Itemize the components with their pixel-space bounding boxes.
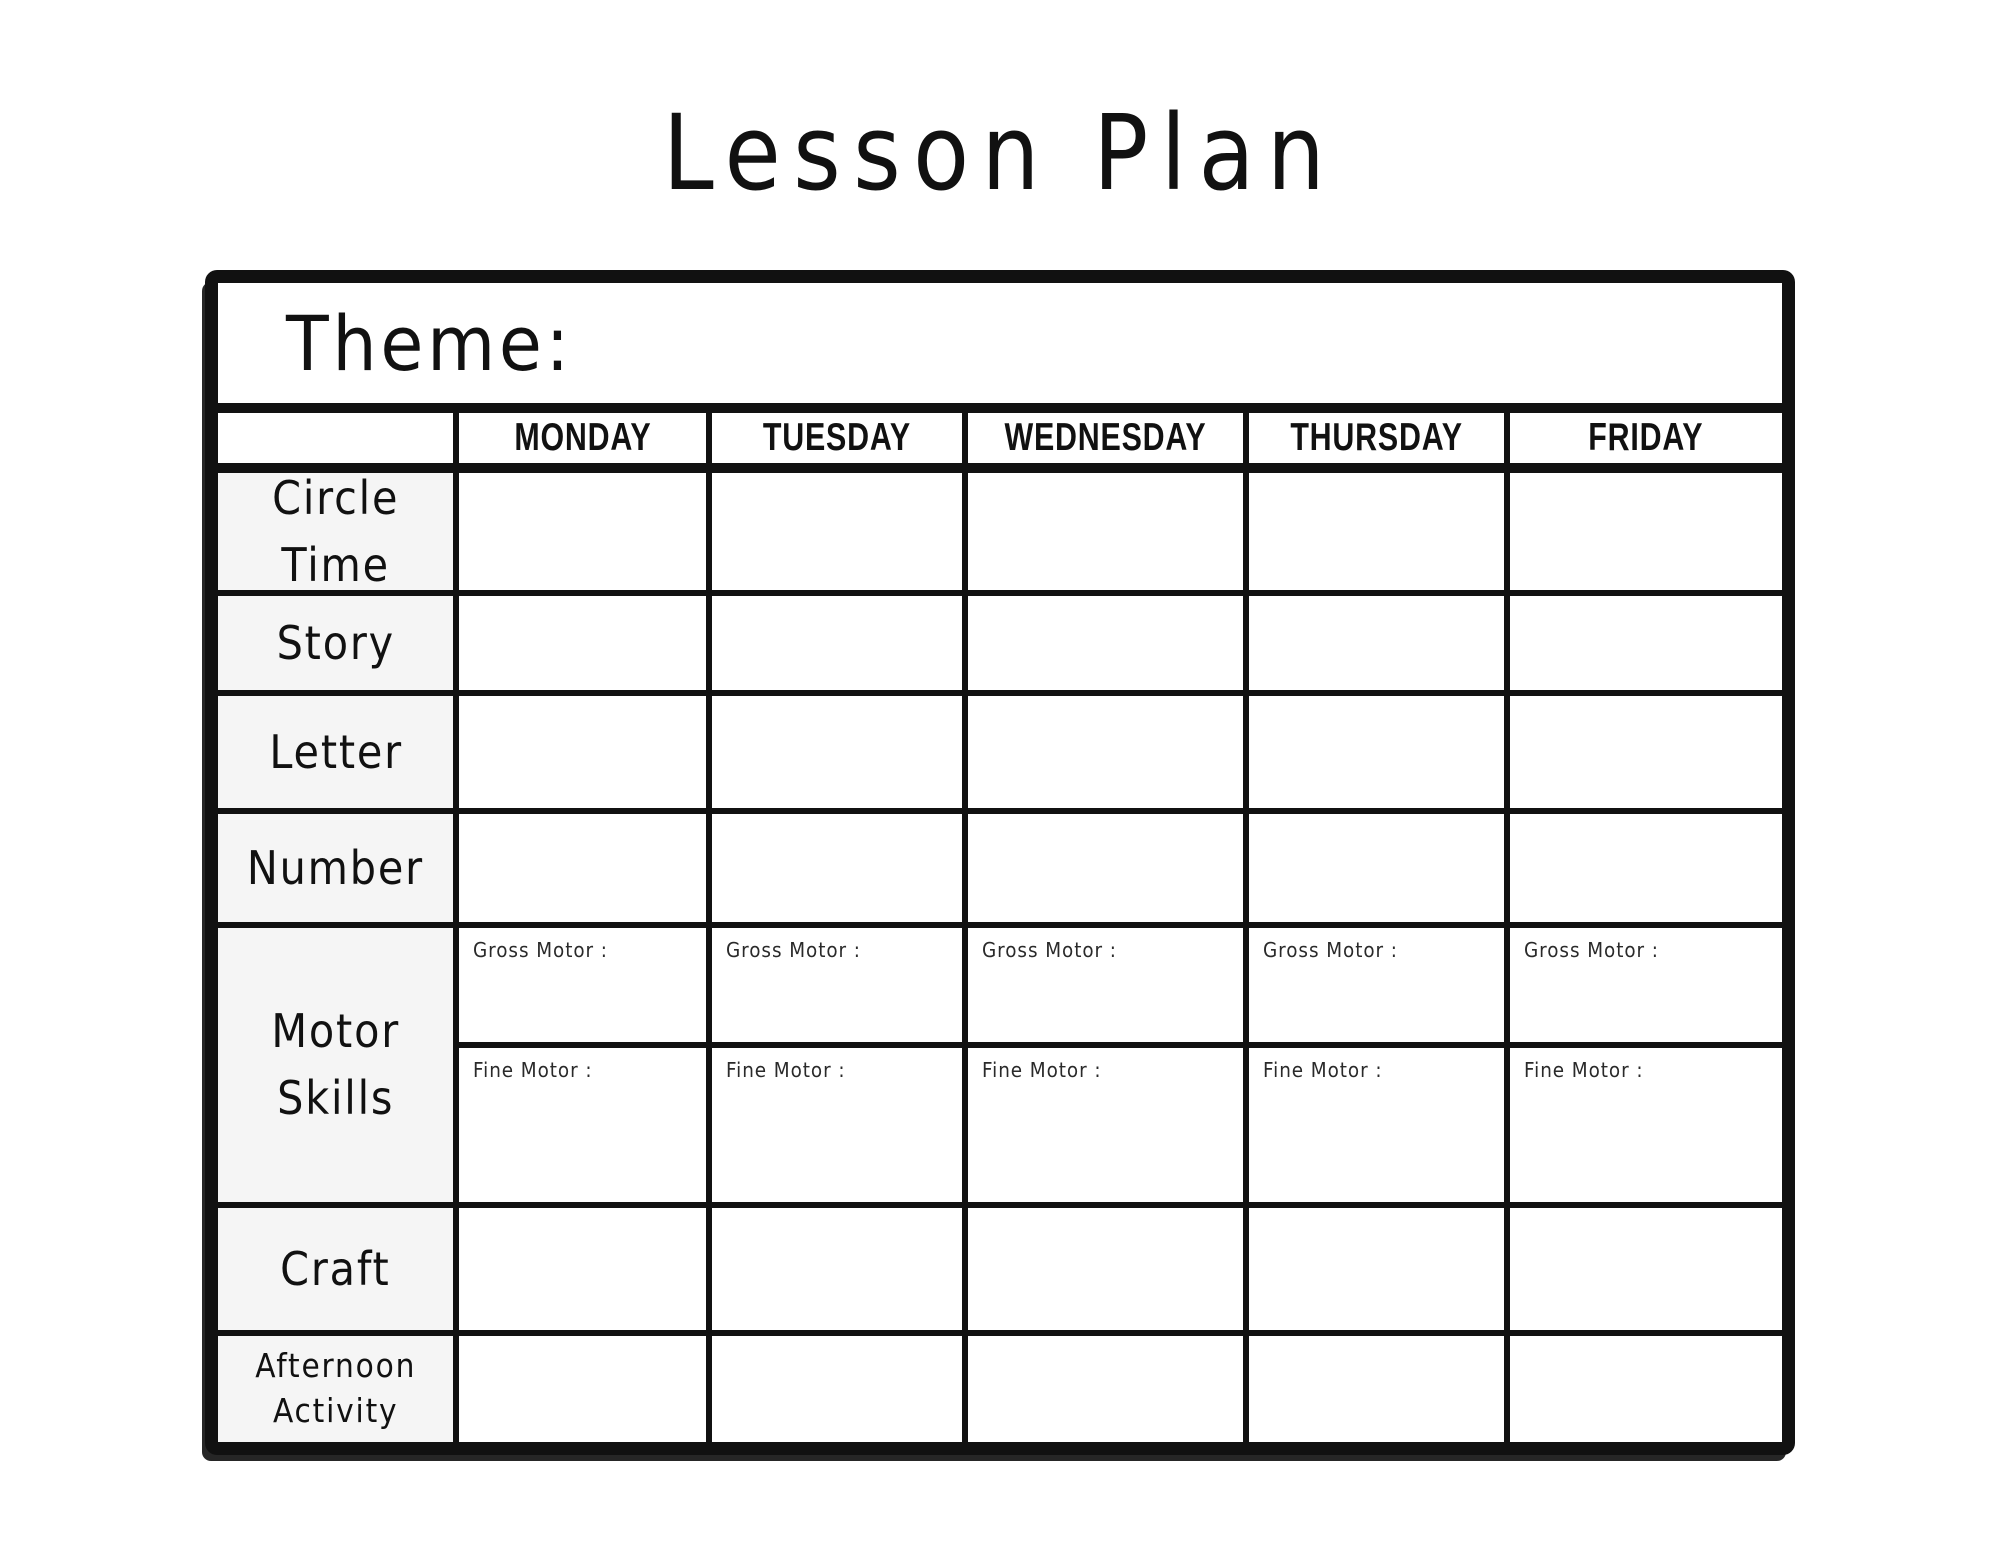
- theme-row: [218, 283, 1782, 407]
- row-label-text: Letter: [268, 724, 403, 779]
- cell-story-friday: [1510, 596, 1782, 690]
- fine-motor-label: Fine Motor :: [1263, 1058, 1383, 1082]
- cell-gross-motor-monday: [459, 928, 706, 1042]
- cell-number-monday: [459, 814, 706, 922]
- cell-afternoon-activity-thursday: [1249, 1336, 1504, 1442]
- row-label-text: Motor Skills: [271, 1004, 401, 1125]
- gross-motor-label: Gross Motor :: [726, 938, 862, 962]
- cell-story-tuesday: [712, 596, 962, 690]
- cell-letter-thursday: [1249, 696, 1504, 808]
- lesson-plan-table: [205, 270, 1795, 1455]
- cell-fine-motor-friday: [1510, 1048, 1782, 1202]
- cell-circle-time-monday: [459, 473, 706, 590]
- cell-letter-friday: [1510, 696, 1782, 808]
- cell-letter-tuesday: [712, 696, 962, 808]
- day-header-label: FRIDAY: [1588, 416, 1704, 459]
- row-label-text: Craft: [280, 1241, 391, 1296]
- cell-story-wednesday: [968, 596, 1243, 690]
- gross-motor-label: Gross Motor :: [473, 938, 609, 962]
- day-header-label: MONDAY: [514, 416, 652, 459]
- gross-motor-label: Gross Motor :: [982, 938, 1118, 962]
- cell-craft-friday: [1510, 1208, 1782, 1330]
- cell-number-wednesday: [968, 814, 1243, 922]
- cell-circle-time-thursday: [1249, 473, 1504, 590]
- cell-letter-wednesday: [968, 696, 1243, 808]
- day-header-tuesday: [712, 413, 962, 467]
- day-header-thursday: [1249, 413, 1504, 467]
- cell-fine-motor-monday: [459, 1048, 706, 1202]
- cell-fine-motor-tuesday: [712, 1048, 962, 1202]
- day-header-label: TUESDAY: [763, 416, 912, 459]
- cell-afternoon-activity-monday: [459, 1336, 706, 1442]
- row-label-story: [218, 596, 453, 690]
- row-label-text: Afternoon Activity: [255, 1346, 417, 1430]
- row-label-motor-skills: [218, 928, 453, 1202]
- cell-number-friday: [1510, 814, 1782, 922]
- cell-fine-motor-thursday: [1249, 1048, 1504, 1202]
- cell-story-monday: [459, 596, 706, 690]
- cell-letter-monday: [459, 696, 706, 808]
- cell-gross-motor-wednesday: [968, 928, 1243, 1042]
- cell-circle-time-wednesday: [968, 473, 1243, 590]
- fine-motor-label: Fine Motor :: [473, 1058, 593, 1082]
- cell-gross-motor-friday: [1510, 928, 1782, 1042]
- cell-gross-motor-thursday: [1249, 928, 1504, 1042]
- fine-motor-label: Fine Motor :: [982, 1058, 1102, 1082]
- cell-craft-tuesday: [712, 1208, 962, 1330]
- fine-motor-label: Fine Motor :: [726, 1058, 846, 1082]
- cell-craft-wednesday: [968, 1208, 1243, 1330]
- cell-circle-time-friday: [1510, 473, 1782, 590]
- cell-afternoon-activity-friday: [1510, 1336, 1782, 1442]
- row-label-craft: [218, 1208, 453, 1330]
- row-label-afternoon-activity: [218, 1336, 453, 1442]
- cell-craft-monday: [459, 1208, 706, 1330]
- cell-story-thursday: [1249, 596, 1504, 690]
- row-label-number: [218, 814, 453, 922]
- gross-motor-label: Gross Motor :: [1523, 938, 1659, 962]
- day-header-wednesday: [968, 413, 1243, 467]
- cell-gross-motor-tuesday: [712, 928, 962, 1042]
- cell-afternoon-activity-tuesday: [712, 1336, 962, 1442]
- day-header-friday: [1510, 413, 1782, 467]
- fine-motor-label: Fine Motor :: [1523, 1058, 1644, 1082]
- cell-fine-motor-wednesday: [968, 1048, 1243, 1202]
- cell-number-thursday: [1249, 814, 1504, 922]
- row-label-text: Number: [247, 840, 425, 895]
- cell-afternoon-activity-wednesday: [968, 1336, 1243, 1442]
- theme-label: Theme:: [286, 298, 573, 388]
- day-header-monday: [459, 413, 706, 467]
- corner-cell: [218, 413, 453, 467]
- cell-circle-time-tuesday: [712, 473, 962, 590]
- day-header-label: THURSDAY: [1290, 416, 1463, 459]
- cell-number-tuesday: [712, 814, 962, 922]
- row-label-letter: [218, 696, 453, 808]
- row-label-circle-time: [218, 470, 453, 592]
- row-label-text: Circle Time: [272, 470, 400, 592]
- day-header-label: WEDNESDAY: [1004, 416, 1207, 459]
- cell-craft-thursday: [1249, 1208, 1504, 1330]
- row-label-text: Story: [276, 615, 395, 670]
- gross-motor-label: Gross Motor :: [1263, 938, 1399, 962]
- page-title: Lesson Plan: [662, 92, 1338, 214]
